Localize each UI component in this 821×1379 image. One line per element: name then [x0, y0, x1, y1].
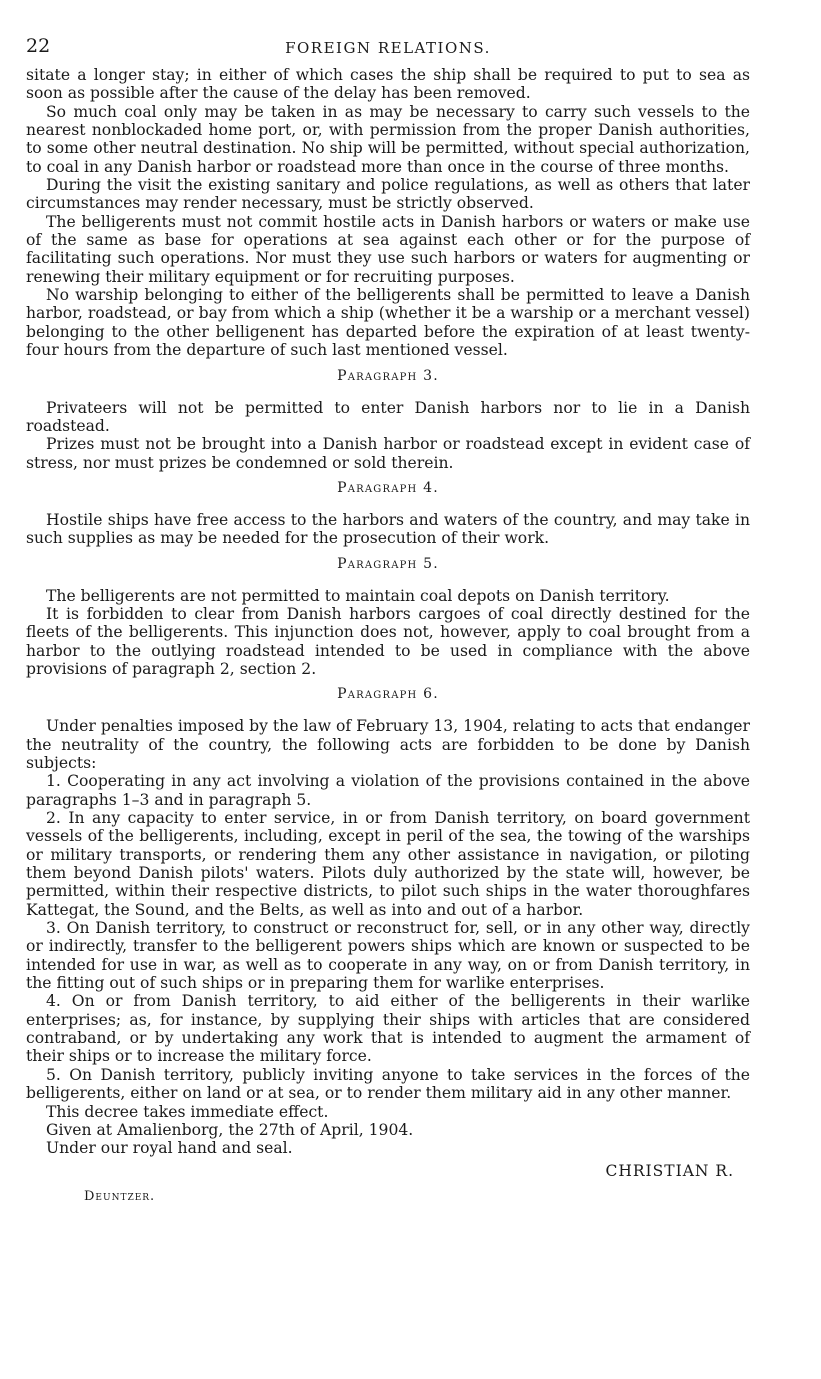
paragraph: No warship belonging to either of the belligerents shall be permitted to leave a Danish harbor, roadstead, or bay from which a ship (whether it be a warship or a merchant vessel) belonging to the other belligenent has departed before the expiration of at least twenty-four hours from the departure of such last mentioned vessel.: [26, 286, 750, 360]
list-item: 2. In any capacity to enter service, in or from Danish territory, on board government vessels of the belligerents, including, except in peril of the sea, the towing of the warships or military transports, or rendering them any other assistance in navigation, or piloting them beyond Danish pilots' waters. Pilots duly authorized by the state will, however, be permitted, within their respective districts, to pilot such ships in the water thoroughfares Kattegat, the Sound, and the Belts, as well as into and out of a harbor.: [26, 809, 750, 919]
list-item: 4. On or from Danish territory, to aid either of the belligerents in their warlike enterprises; as, for instance, by supplying their ships with articles that are considered contraband, or by undertaking any work that is intended to augment the armament of their ships or to increase the military force.: [26, 992, 750, 1066]
closing-line: This decree takes immediate effect.: [46, 1102, 329, 1121]
closing-line: Given at Amalienborg, the 27th of April, 1904.: [46, 1120, 414, 1139]
page-number: 22: [26, 35, 51, 57]
paragraph: Hostile ships have free access to the harbors and waters of the country, and may take in such supplies as may be needed for the prosecution of their work.: [26, 510, 750, 548]
section-heading: Paragraph 6.: [337, 686, 439, 703]
paragraph: It is forbidden to clear from Danish harbors cargoes of coal directly destined for the fleets of the belligerents. This injunction does not, however, apply to coal brought from a harbor to the outlying roadstead intended to be used in compliance with the above provisions of paragraph 2, section 2.: [26, 604, 750, 678]
section-heading: Paragraph 4.: [337, 479, 439, 496]
paragraph: Prizes must not be brought into a Danish harbor or roadstead except in evident case of stress, nor must prizes be condemned or sold therein.: [26, 435, 750, 472]
document-page: [26, 30, 750, 1208]
paragraph: The belligerents are not permitted to maintain coal depots on Danish territory.: [46, 586, 670, 605]
signature-block: [26, 1158, 750, 1208]
running-title: FOREIGN RELATIONS.: [285, 39, 491, 57]
paragraph: The belligerents must not commit hostile acts in Danish harbors or waters or make use of the same as base for operations at sea against each other or for the purpose of facilitating such operations. Nor must they use such harbors or waters for augmenting or renewing their military equipment or for recruiting purposes.: [26, 212, 750, 286]
paragraph: sitate a longer stay; in either of which cases the ship shall be required to put to sea as soon as possible after the cause of the delay has been removed.: [26, 66, 750, 103]
paragraph: So much coal only may be taken in as may be necessary to carry such vessels to the nearest nonblockaded home port, or, with permission from the proper Danish authorities, to some other neutral destination. No ship will be permitted, without special authorization, to coal in any Danish harbor or roadstead more than once in the course of three months.: [26, 102, 750, 176]
closing-line: Under our royal hand and seal.: [46, 1139, 293, 1158]
section-heading: Paragraph 5.: [337, 555, 439, 572]
king-signature: CHRISTIAN R.: [605, 1161, 734, 1180]
minister-signature: Deuntzer.: [84, 1188, 156, 1204]
paragraph: Under penalties imposed by the law of February 13, 1904, relating to acts that endanger the neutrality of the country, the following acts are forbidden to be done by Danish subjects:: [26, 717, 750, 772]
section-heading: Paragraph 3.: [337, 367, 439, 384]
list-item: 1. Cooperating in any act involving a violation of the provisions contained in the above paragraphs 1–3 and in paragraph 5.: [26, 772, 750, 809]
paragraph: Privateers will not be permitted to enter Danish harbors nor to lie in a Danish roadstead.: [26, 398, 750, 435]
list-item: 3. On Danish territory, to construct or reconstruct for, sell, or in any other way, directly or indirectly, transfer to the belligerent powers ships which are known or suspected to be intended for use in war, as well as to cooperate in any way, on or from Danish territory, in the fitting out of such ships or in preparing them for warlike enterprises.: [26, 919, 750, 993]
list-item: 5. On Danish territory, publicly inviting anyone to take services in the forces of the belligerents, either on land or at sea, or to render them military aid in any other manner.: [26, 1065, 750, 1103]
page-header: [26, 30, 750, 66]
paragraph: During the visit the existing sanitary and police regulations, as well as others that later circumstances may render necessary, must be strictly observed.: [26, 176, 750, 213]
